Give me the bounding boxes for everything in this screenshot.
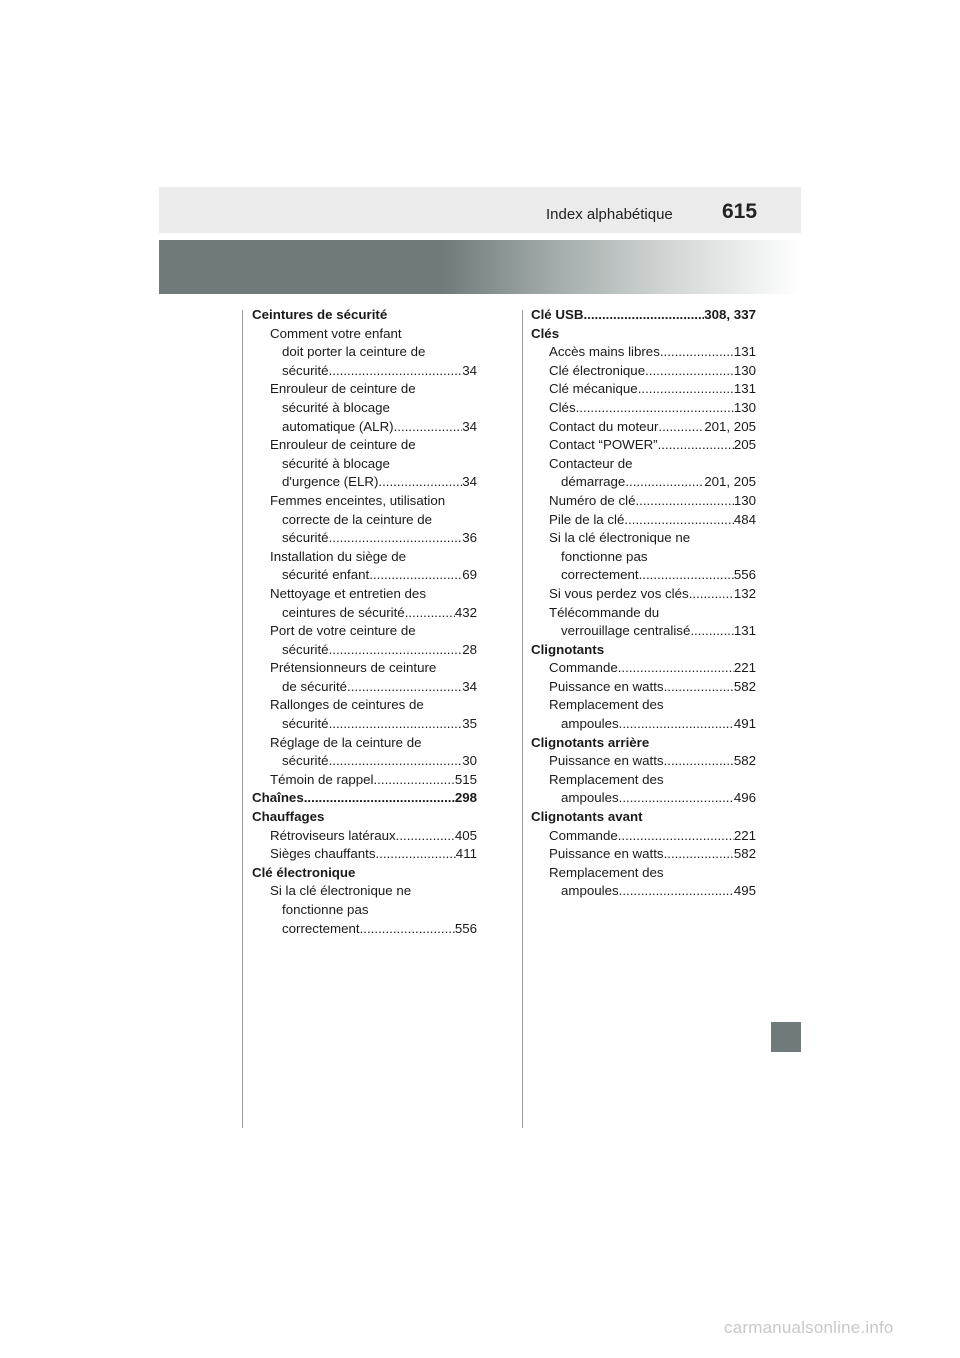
index-entry-page: 405 (454, 827, 477, 843)
index-entry (252, 771, 477, 790)
index-entry-page: 28 (462, 641, 477, 657)
index-entry: sécurité à blocage (282, 399, 390, 415)
index-entry-text: sécurité (282, 362, 329, 378)
index-entry-text: verrouillage centralisé (561, 623, 691, 639)
index-entry (252, 827, 477, 846)
index-entry: Installation du siège de (270, 548, 407, 564)
index-entry: Si la clé électronique ne (549, 530, 691, 546)
index-entry (531, 566, 756, 585)
index-entry-text: sécurité (282, 530, 329, 546)
index-entry (531, 789, 756, 808)
index-entry-text: ampoules (561, 790, 619, 806)
dot-leader (645, 362, 734, 381)
index-entry (531, 492, 756, 511)
index-entry-text: sécurité (282, 641, 329, 657)
dot-leader (329, 641, 463, 660)
dot-leader (635, 492, 733, 511)
index-entry (531, 845, 756, 864)
decorative-band (159, 240, 801, 294)
index-entry-page: 496 (733, 790, 756, 806)
index-entry (252, 529, 477, 548)
index-entry-page: 130 (733, 399, 756, 415)
index-entry-text: Numéro de clé (549, 492, 636, 508)
index-entry-page: 221 (733, 827, 756, 843)
dot-leader (405, 604, 455, 623)
index-entry-text: sécurité (282, 753, 329, 769)
index-entry: sécurité à blocage (282, 455, 390, 471)
index-entry-text: ampoules (561, 716, 619, 732)
dot-leader (618, 659, 734, 678)
index-entry (531, 306, 756, 325)
index-entry-page: 432 (454, 604, 477, 620)
index-entry (252, 566, 477, 585)
index-entry-text: Rétroviseurs latéraux (270, 827, 396, 843)
index-entry-text: Chaînes (252, 790, 304, 806)
index-entry-page: 69 (462, 567, 477, 583)
index-entry (252, 473, 477, 492)
index-entry: Femmes enceintes, utilisation (270, 492, 446, 508)
index-entry: Ceintures de sécurité (252, 307, 388, 322)
dot-leader (394, 418, 463, 437)
index-entry-page: 556 (733, 567, 756, 583)
index-entry: Télécommande du (549, 604, 660, 620)
index-entry-page: 34 (462, 362, 477, 378)
index-entry-text: ampoules (561, 883, 619, 899)
index-entry-page: 582 (733, 753, 756, 769)
index-entry-text: Puissance en watts (549, 753, 664, 769)
index-entry: Clignotants avant (531, 809, 643, 825)
index-entry-page: 221 (733, 660, 756, 676)
index-entry-page: 34 (462, 678, 477, 694)
index-entry-page: 34 (462, 474, 477, 490)
index-entry-text: correctement (561, 567, 639, 583)
index-entry (531, 585, 756, 604)
dot-leader (304, 789, 455, 808)
index-entry (531, 752, 756, 771)
dot-leader (625, 473, 704, 492)
index-entry (531, 436, 756, 455)
index-entry: fonctionne pas (282, 902, 369, 917)
index-entry (531, 473, 756, 492)
index-entry (252, 789, 477, 808)
index-entry-page: 495 (733, 883, 756, 899)
index-entry-text: démarrage (561, 474, 626, 490)
watermark: carmanualsonline.info (724, 1318, 894, 1337)
index-entry-page: 130 (733, 362, 756, 378)
index-entry-text: Clé USB (531, 307, 584, 322)
dot-leader (619, 715, 734, 734)
index-entry: Clés (531, 325, 560, 341)
index-entry (252, 641, 477, 660)
index-entry (252, 604, 477, 623)
index-entry-page: 34 (462, 418, 477, 434)
dot-leader (619, 789, 734, 808)
index-entry-text: Puissance en watts (549, 846, 664, 862)
index-entry (252, 418, 477, 437)
dot-leader (664, 752, 734, 771)
dot-leader (369, 566, 462, 585)
dot-leader (576, 399, 734, 418)
index-entry (531, 362, 756, 381)
dot-leader (329, 715, 463, 734)
index-entry: Clé électronique (252, 864, 356, 880)
dot-leader (329, 362, 463, 381)
dot-leader (396, 827, 455, 846)
dot-leader (329, 529, 463, 548)
index-entry-text: correctement (282, 920, 360, 936)
index-entry-page: 308, 337 (704, 307, 756, 322)
index-entry: Prétensionneurs de ceinture (270, 660, 437, 676)
index-entry: Enrouleur de ceinture de (270, 381, 416, 397)
index-entry-text: d'urgence (ELR) (282, 474, 379, 490)
dot-leader (329, 752, 463, 771)
dot-leader (619, 882, 734, 901)
dot-leader (624, 511, 733, 530)
dot-leader (690, 622, 733, 641)
index-entry-text: Contact du moteur (549, 418, 659, 434)
dot-leader (689, 585, 734, 604)
index-entry-text: Commande (549, 660, 618, 676)
index-entry (252, 362, 477, 381)
index-entry-text: Témoin de rappel (270, 771, 374, 787)
index-entry: fonctionne pas (561, 548, 648, 564)
dot-leader (658, 436, 734, 455)
index-entry: Port de votre ceinture de (270, 623, 416, 639)
index-entry-text: Pile de la clé (549, 511, 625, 527)
index-entry: Rallonges de ceintures de (270, 697, 424, 713)
index-entry-page: 515 (454, 771, 477, 787)
index-entry: Clignotants (531, 641, 605, 657)
index-entry-text: Clé électronique (549, 362, 646, 378)
index-entry (252, 715, 477, 734)
index-entry-page: 201, 205 (704, 474, 756, 490)
dot-leader (347, 678, 462, 697)
index-entry-text: Sièges chauffants (270, 846, 376, 862)
index-entry-page: 205 (733, 437, 756, 453)
index-entry-text: Clés (549, 399, 576, 415)
index-entry-text: Puissance en watts (549, 678, 664, 694)
dot-leader (664, 678, 734, 697)
dot-leader (638, 380, 734, 399)
header-bar (159, 187, 801, 233)
dot-leader (378, 473, 462, 492)
index-entry: Remplacement des (549, 864, 664, 880)
dot-leader (583, 306, 704, 325)
index-entry (252, 752, 477, 771)
index-entry-page: 582 (733, 678, 756, 694)
index-entry-page: 131 (733, 344, 756, 360)
index-entry: Enrouleur de ceinture de (270, 437, 416, 453)
index-entry-text: Commande (549, 827, 618, 843)
index-entry-page: 132 (733, 585, 756, 601)
index-entry-text: automatique (ALR) (282, 418, 394, 434)
index-entry (531, 882, 756, 901)
column-divider-left (242, 310, 243, 1128)
index-entry-text: Clé mécanique (549, 381, 638, 397)
page-number: 615 (722, 200, 758, 223)
index-entry (531, 678, 756, 697)
index-entry (531, 418, 756, 437)
index-entry-page: 491 (733, 716, 756, 732)
index-entry-page: 130 (733, 492, 756, 508)
index-entry (531, 827, 756, 846)
index-entry-page: 36 (462, 530, 477, 546)
index-entry-page: 131 (733, 381, 756, 397)
index-entry-page: 35 (462, 716, 477, 732)
index-entry-page: 411 (455, 846, 477, 862)
index-entry: Contacteur de (549, 455, 633, 471)
index-entry (531, 659, 756, 678)
index-entry-page: 201, 205 (704, 418, 756, 434)
dot-leader (639, 566, 734, 585)
index-entry-page: 556 (454, 920, 477, 936)
index-entry-page: 484 (733, 511, 756, 527)
index-entry (531, 380, 756, 399)
dot-leader (660, 343, 734, 362)
index-entry: correcte de la ceinture de (282, 511, 433, 527)
index-entry (252, 845, 477, 864)
dot-leader (618, 827, 734, 846)
index-entry: Clignotants arrière (531, 734, 650, 750)
index-entry-page: 30 (462, 753, 477, 769)
index-column-right (531, 306, 756, 901)
index-entry: Réglage de la ceinture de (270, 734, 422, 750)
index-entry: Remplacement des (549, 771, 664, 787)
index-entry (531, 511, 756, 530)
index-entry: Chauffages (252, 809, 325, 825)
index-entry-page: 582 (733, 846, 756, 862)
index-entry-page: 298 (454, 790, 477, 806)
index-entry-text: sécurité enfant (282, 567, 370, 583)
dot-leader (664, 845, 734, 864)
index-column-left (252, 306, 477, 938)
index-entry (252, 920, 477, 939)
index-entry (531, 715, 756, 734)
section-title: Index alphabétique (546, 206, 673, 223)
dot-leader (373, 771, 454, 790)
index-entry (531, 399, 756, 418)
dot-leader (375, 845, 455, 864)
index-entry-text: Si vous perdez vos clés (549, 585, 689, 601)
index-entry: doit porter la ceinture de (282, 344, 426, 360)
index-entry-page: 131 (733, 623, 756, 639)
index-entry (252, 678, 477, 697)
index-entry-text: ceintures de sécurité (282, 604, 405, 620)
index-entry-text: sécurité (282, 716, 329, 732)
index-entry: Si la clé électronique ne (270, 883, 412, 899)
index-entry (531, 343, 756, 362)
index-entry-text: Accès mains libres (549, 344, 660, 360)
dot-leader (658, 418, 704, 437)
chapter-tab-marker (771, 1022, 801, 1052)
index-entry-text: Contact “POWER” (549, 437, 658, 453)
index-entry (531, 622, 756, 641)
index-entry: Comment votre enfant (270, 325, 402, 341)
index-entry: Nettoyage et entretien des (270, 585, 426, 601)
dot-leader (360, 920, 455, 939)
column-divider-middle (522, 310, 523, 1128)
index-entry: Remplacement des (549, 697, 664, 713)
index-entry-text: de sécurité (282, 678, 348, 694)
